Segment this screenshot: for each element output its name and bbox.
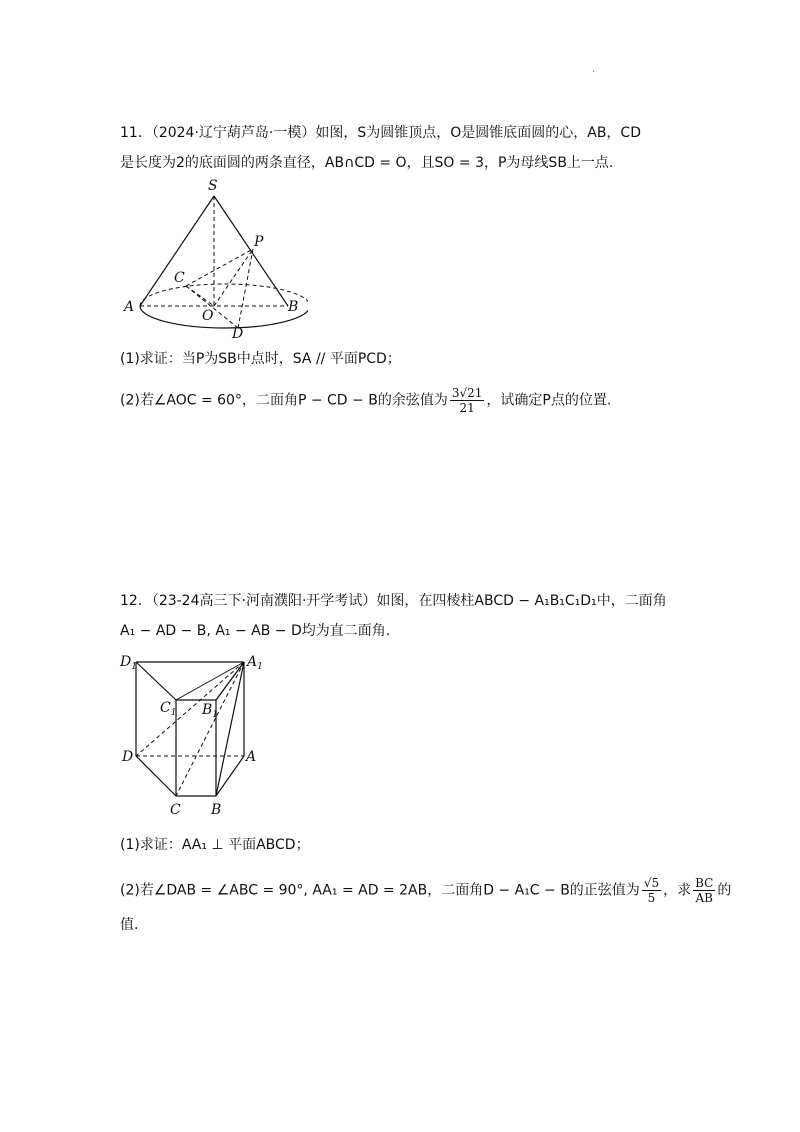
label-O: O <box>202 308 214 324</box>
q12-frac2-numerator: BC <box>695 876 714 890</box>
label-A1: $A_1$ <box>247 654 263 672</box>
q12-part2-mid: ，求 <box>663 882 692 899</box>
q11-part1: (1)求证：当P为SB中点时，SA // 平面PCD； <box>120 351 401 367</box>
label-C: C <box>174 270 185 286</box>
q12-stem-line1: 12．（23-24高三下·河南濮阳·开学考试）如图，在四棱柱ABCD − A₁B₁C₁D₁中，二面角 <box>120 593 667 609</box>
q12-frac1-denominator: 5 <box>647 891 656 905</box>
q11-part2-pre: (2)若∠AOC = 60°，二面角P − CD − B的余弦值为 <box>120 392 448 409</box>
q11-part2 <box>120 386 611 415</box>
q11-cosine-fraction <box>450 386 485 415</box>
q11-frac-numerator: 3√21 <box>451 386 483 400</box>
q12-frac1-numerator: √5 <box>643 876 660 890</box>
q12-part2 <box>120 876 731 905</box>
q12-stem-line2: A₁ − AD − B, A₁ − AB − D均为直二面角. <box>120 623 391 639</box>
label-A: A <box>124 299 135 315</box>
q12-frac2-denominator: AB <box>695 891 713 905</box>
label-B1: $B_1$ <box>202 702 219 720</box>
label-B: B <box>211 802 222 818</box>
q11-frac-denominator: 21 <box>459 401 475 415</box>
corner-mark: . <box>592 64 596 75</box>
q12-part2-post: 的 <box>717 882 732 899</box>
label-D: D <box>232 326 244 338</box>
q11-stem-line1: 11．（2024·辽宁葫芦岛·一模）如图，S为圆锥顶点，O是圆锥底面圆的心，AB，CD <box>120 125 641 141</box>
prism-figure <box>118 648 268 820</box>
label-P: P <box>254 234 264 250</box>
q12-part1: (1)求证：AA₁ ⊥ 平面ABCD； <box>120 837 310 853</box>
q12-part2-line2: 值. <box>120 917 139 933</box>
cone-figure <box>118 176 308 338</box>
label-C1: $C_1$ <box>160 700 177 718</box>
label-S: S <box>208 178 218 194</box>
label-B: B <box>288 299 299 315</box>
label-A: A <box>246 749 257 765</box>
q12-part2-pre: (2)若∠DAB = ∠ABC = 90°, AA₁ = AD = 2AB，二面角D − A₁C − B的正弦值为 <box>120 882 640 899</box>
q11-stem-line2: 是长度为2的底面圆的两条直径，AB∩CD = O，且SO = 3，P为母线SB上一点. <box>120 155 614 171</box>
q11-part2-post: ，试确定P点的位置. <box>486 392 612 409</box>
label-D: D <box>122 749 134 765</box>
q12-sine-fraction <box>642 876 661 905</box>
q12-ratio-fraction <box>693 876 715 905</box>
label-C: C <box>170 802 181 818</box>
label-D1: $D_1$ <box>120 654 137 672</box>
